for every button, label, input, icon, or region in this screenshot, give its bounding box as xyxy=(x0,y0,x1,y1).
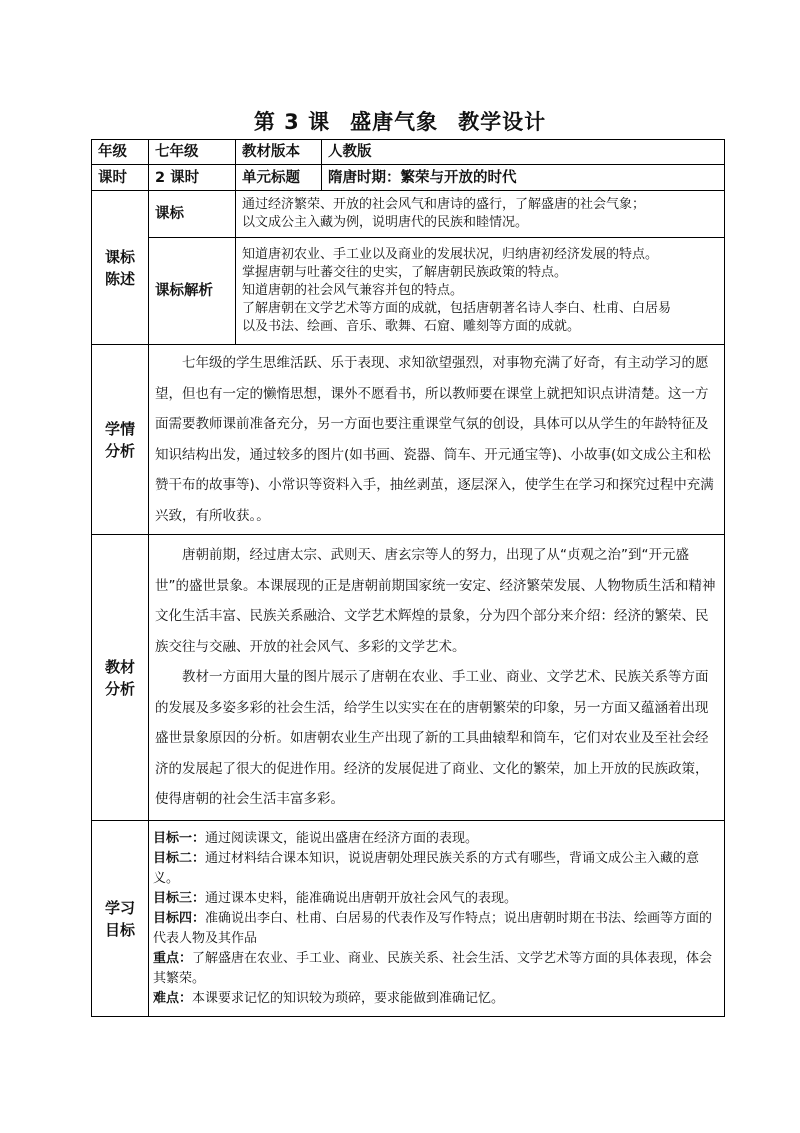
curriculum-analysis-label: 课标解析 xyxy=(149,238,236,345)
difficult-point: 难点：本课要求记忆的知识较为琐碎，要求能做到准确记忆。 xyxy=(153,990,505,1006)
lesson-topic: 盛唐气象 xyxy=(350,110,439,134)
lesson-plan-table xyxy=(91,139,725,1017)
learner-section-label: 学情 分析 xyxy=(92,345,149,535)
curriculum-label: 课标 xyxy=(149,191,236,238)
goals-row xyxy=(92,821,725,1017)
goals-section-label: 学习 目标 xyxy=(92,821,149,1017)
doc-kind: 教学设计 xyxy=(458,110,547,134)
edition-value: 人教版 xyxy=(322,140,725,165)
period-label: 课时 xyxy=(92,165,149,191)
goal-item: 目标一：通过阅读课文，能说出盛唐在经济方面的表现。 xyxy=(153,830,479,846)
grade-label: 年级 xyxy=(92,140,149,165)
unit-value: 隋唐时期：繁荣与开放的时代 xyxy=(322,165,725,191)
textbook-analysis-text: 唐朝前期，经过唐太宗、武则天、唐玄宗等人的努力，出现了从“贞观之治”到“开元盛世”的盛世景象。本课展现的正是唐朝前期国家统一安定、经济繁荣发展、人物物质生活和精神文化生活丰富、民族关系融洽、文学艺术辉煌的景象，分为四个部分来介绍：经济的繁荣、民族交往与交融、开放的社会风气、多彩的文学艺术。 教材一方面用大量的图片展示了唐朝在农业、手工业、商业、文学艺术、民族关系等方面的发展及多姿多彩的社会生活，给学生以实实在在的唐朝繁荣的印象，另一方面又蕴涵着出现盛世景象原因的分析。如唐朝农业生产出现了新的工具曲辕犁和筒车，它们对农业及至社会经济的发展起了很大的促进作用。经济的发展促进了商业、文化的繁荣，加上开放的民族政策，使得唐朝的社会生活丰富多彩。 xyxy=(149,535,725,821)
learner-row xyxy=(92,345,725,535)
textbook-row xyxy=(92,535,725,821)
learner-analysis-text: 七年级的学生思维活跃、乐于表现、求知欲望强烈，对事物充满了好奇，有主动学习的愿望，但也有一定的懒惰思想，课外不愿看书，所以教师要在课堂上就把知识点讲清楚。这一方面需要教师课前准备充分，另一方面也要注重课堂气氛的创设，具体可以从学生的年龄特征及知识结构出发，通过较多的图片(如书画、瓷器、筒车、开元通宝等)、小故事(如文成公主和松赞干布的故事等)、小常识等资料入手，抽丝剥茧，逐层深入，使学生在学习和探究过程中充满兴致，有所收获。。 xyxy=(149,345,725,535)
curriculum-row xyxy=(92,191,725,238)
goals-text xyxy=(149,821,725,1017)
goal-item: 目标二：通过材料结合课本知识，说说唐朝处理民族关系的方式有哪些，背诵文成公主入藏的意义。 xyxy=(153,850,700,886)
grade-row xyxy=(92,140,725,165)
period-row xyxy=(92,165,725,191)
curriculum-text: 通过经济繁荣、开放的社会风气和唐诗的盛行，了解盛唐的社会气象； 以文成公主入藏为例，说明唐代的民族和睦情况。 xyxy=(236,191,725,238)
edition-label: 教材版本 xyxy=(236,140,322,165)
curriculum-analysis-row xyxy=(92,238,725,345)
lesson-number: 第 3 课 xyxy=(253,110,331,134)
textbook-section-label: 教材 分析 xyxy=(92,535,149,821)
key-point: 重点：了解盛唐在农业、手工业、商业、民族关系、社会生活、文学艺术等方面的具体表现，体会其繁荣。 xyxy=(153,950,713,986)
goal-item: 目标四：准确说出李白、杜甫、白居易的代表作及写作特点；说出唐朝时期在书法、绘画等方面的代表人物及其作品 xyxy=(153,910,713,946)
grade-value: 七年级 xyxy=(149,140,236,165)
standards-section-label: 课标 陈述 xyxy=(92,191,149,345)
page-title xyxy=(0,106,800,136)
curriculum-analysis-text: 知道唐初农业、手工业以及商业的发展状况，归纳唐初经济发展的特点。 掌握唐朝与吐蕃交往的史实，了解唐朝民族政策的特点。 知道唐朝的社会风气兼容并包的特点。 了解唐朝在文学艺术等方面的成就，包括唐朝著名诗人李白、杜甫、白居易 以及书法、绘画、音乐、歌舞、石窟、雕刻等方面的成就。 xyxy=(236,238,725,345)
period-value: 2 课时 xyxy=(149,165,236,191)
unit-label: 单元标题 xyxy=(236,165,322,191)
goal-item: 目标三：通过课本史料，能准确说出唐朝开放社会风气的表现。 xyxy=(153,890,518,906)
